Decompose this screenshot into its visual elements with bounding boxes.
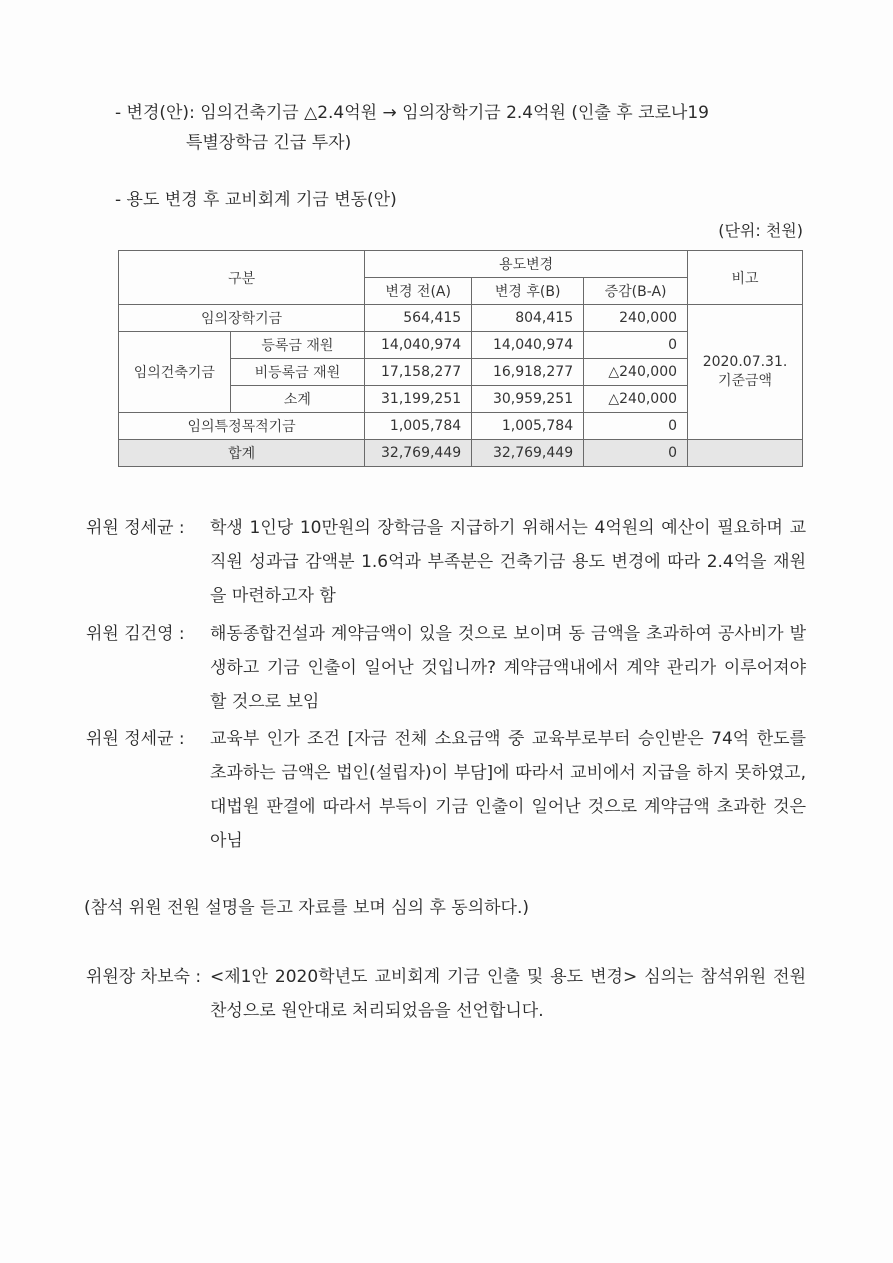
table-row: 소계 31,199,251 30,959,251 △240,000 — [119, 386, 803, 413]
remark-3 — [86, 722, 806, 858]
fund-change-table — [118, 250, 803, 467]
usage-change-heading: - 용도 변경 후 교비회계 기금 변동(안) — [115, 190, 397, 210]
header-remarks: 비고 — [688, 251, 803, 305]
remark-text: 교육부 인가 조건 [자금 전체 소요금액 중 교육부로부터 승인받은 74억 한도를 초과하는 금액은 법인(설립자)이 부담]에 따라서 교비에서 지급을 하지 못하였고, 대법원 판결에 따라서 부득이 기금 인출이 일어난 것으로 계약금액 초과한 것은 아님 — [210, 729, 806, 851]
remark-speaker: 위원 정세균 : — [86, 729, 185, 749]
group-building-fund: 임의건축기금 — [119, 332, 231, 413]
remarks-cell — [688, 305, 803, 440]
remark-basis: 기준금액 — [717, 373, 773, 389]
remark-2 — [86, 617, 806, 719]
remark-speaker: 위원 김건영 : — [86, 624, 185, 644]
remark-text: 해동종합건설과 계약금액이 있을 것으로 보이며 동 금액을 초과하여 공사비가 발생하고 기금 인출이 일어난 것입니까? 계약금액내에서 계약 관리가 이루어져야 할 것으로 보임 — [210, 624, 806, 712]
header-after: 변경 후(B) — [472, 278, 584, 305]
table-header-row — [119, 251, 803, 278]
header-category: 구분 — [119, 251, 365, 305]
unit-label: (단위: 천원) — [718, 221, 803, 240]
header-before: 변경 전(A) — [365, 278, 472, 305]
declaration-text: <제1안 2020학년도 교비회계 기금 인출 및 용도 변경> 심의는 참석위원 전원 찬성으로 원안대로 처리되었음을 선언합니다. — [210, 967, 806, 1021]
remark-date: 2020.07.31. — [702, 354, 788, 370]
table-total-row: 합계 32,769,449 32,769,449 0 — [119, 440, 803, 467]
table-row: 임의특정목적기금 1,005,784 1,005,784 0 — [119, 413, 803, 440]
header-diff: 증감(B-A) — [584, 278, 688, 305]
header-usage-change: 용도변경 — [365, 251, 688, 278]
change-plan-line1: - 변경(안): 임의건축기금 △2.4억원 → 임의장학기금 2.4억원 (인출 후 코로나19 — [115, 103, 709, 123]
table-row: 임의건축기금 등록금 재원 14,040,974 14,040,974 0 — [119, 332, 803, 359]
change-plan-line2: 특별장학금 긴급 투자) — [186, 133, 352, 153]
chair-speaker: 위원장 차보숙 : — [86, 967, 202, 987]
remark-1 — [86, 511, 806, 613]
remark-speaker: 위원 정세균 : — [86, 518, 185, 538]
table-row: 비등록금 재원 17,158,277 16,918,277 △240,000 — [119, 359, 803, 386]
remark-text: 학생 1인당 10만원의 장학금을 지급하기 위해서는 4억원의 예산이 필요하며 교직원 성과급 감액분 1.6억과 부족분은 건축기금 용도 변경에 따라 2.4억을 재원을 마련하고자 함 — [210, 518, 806, 606]
chair-declaration — [86, 960, 806, 1028]
attendance-note: (참석 위원 전원 설명을 듣고 자료를 보며 심의 후 동의하다.) — [84, 898, 530, 918]
table-row: 임의장학기금 564,415 804,415 240,000 2020.07.31. 기준금액 — [119, 305, 803, 332]
